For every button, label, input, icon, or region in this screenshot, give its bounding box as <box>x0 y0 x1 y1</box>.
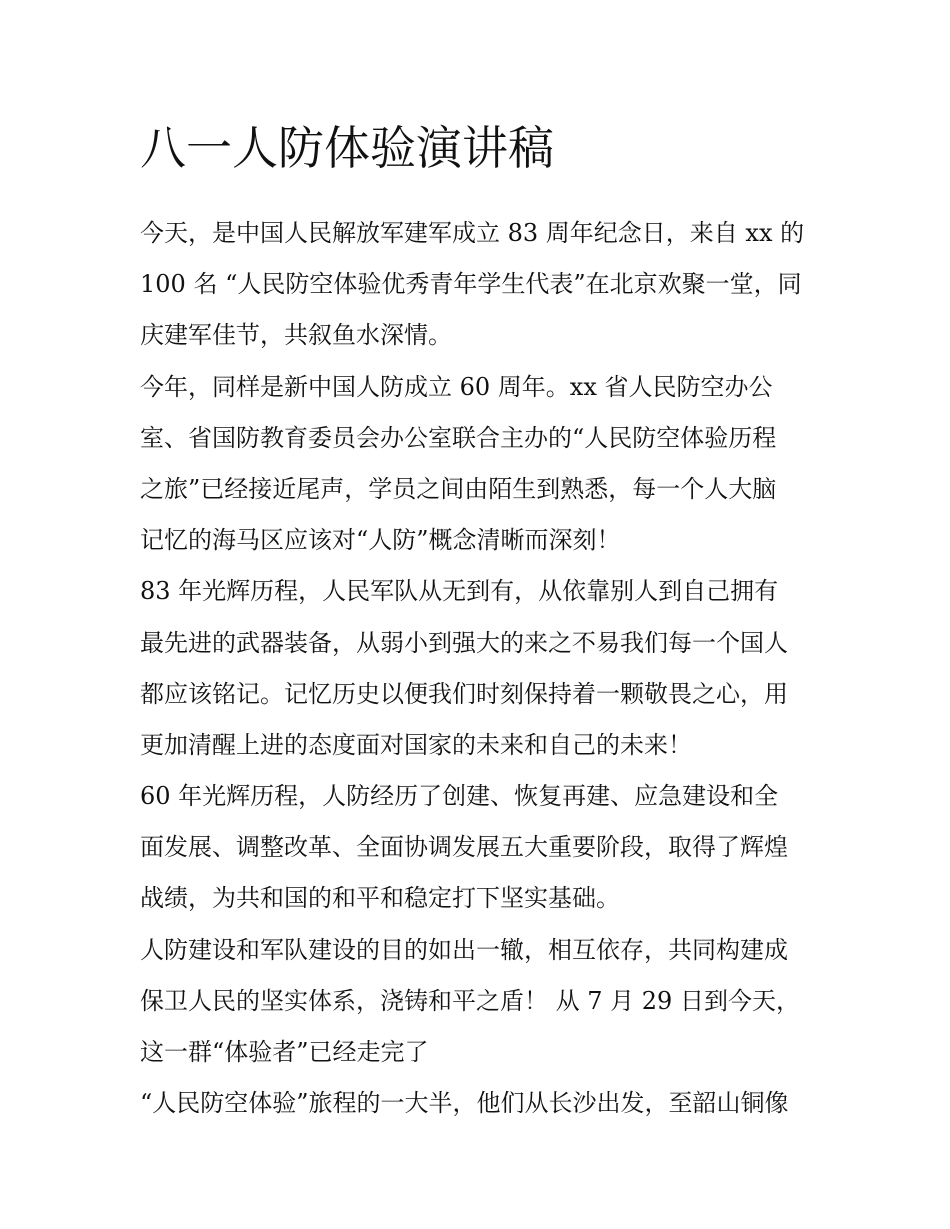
text-line: 这一群“体验者”已经走完了 <box>140 1038 429 1066</box>
text-line: 83 年光辉历程，人民军队从无到有，从依靠别人到自己拥有 <box>140 577 779 606</box>
text-line: 100 名 “人民防空体验优秀青年学生代表”在北京欢聚一堂，同 <box>140 270 802 299</box>
text-line: 保卫人民的坚实体系，浇铸和平之盾！ 从 7 月 29 日到今天， <box>140 986 800 1015</box>
text-line: 之旅”已经接近尾声，学员之间由陌生到熟悉，每一个人大脑 <box>140 474 777 503</box>
text-line: 今年，同样是新中国人防成立 60 周年。xx 省人民防空办公 <box>140 372 773 401</box>
text-line: “人民防空体验”旅程的一大半，他们从长沙出发，至韶山铜像 <box>140 1089 789 1118</box>
text-line: 人防建设和军队建设的目的如出一辙，相互依存，共同构建成 <box>140 935 788 964</box>
text-line: 记忆的海马区应该对“人防”概念清晰而深刻！ <box>140 526 621 555</box>
text-line: 更加清醒上进的态度面对国家的未来和自己的未来！ <box>140 730 692 759</box>
paragraph-1 <box>140 208 820 362</box>
text-line: 面发展、调整改革、全面协调发展五大重要阶段，取得了辉煌 <box>140 833 788 862</box>
document-body <box>140 118 820 1129</box>
paragraph-5 <box>140 925 820 1079</box>
text-line: 今天，是中国人民解放军建军成立 83 周年纪念日，来自 xx 的 <box>140 219 805 247</box>
text-line: 60 年光辉历程，人防经历了创建、恢复再建、应急建设和全 <box>140 782 779 811</box>
text-line: 室、省国防教育委员会办公室联合主办的“人民防空体验历程 <box>140 423 777 452</box>
text-line: 战绩，为共和国的和平和稳定打下坚实基础。 <box>140 884 620 913</box>
paragraph-2 <box>140 362 820 567</box>
paragraph-6 <box>140 1078 820 1129</box>
text-line: 都应该铭记。记忆历史以便我们时刻保持着一颗敬畏之心，用 <box>140 679 788 708</box>
text-line: 最先进的武器装备，从弱小到强大的来之不易我们每一个国人 <box>140 628 788 657</box>
text-line: 庆建军佳节，共叙鱼水深情。 <box>140 321 452 350</box>
paragraph-3 <box>140 566 820 771</box>
document-title: 八一人防体验演讲稿 <box>140 121 554 175</box>
paragraph-4 <box>140 771 820 925</box>
